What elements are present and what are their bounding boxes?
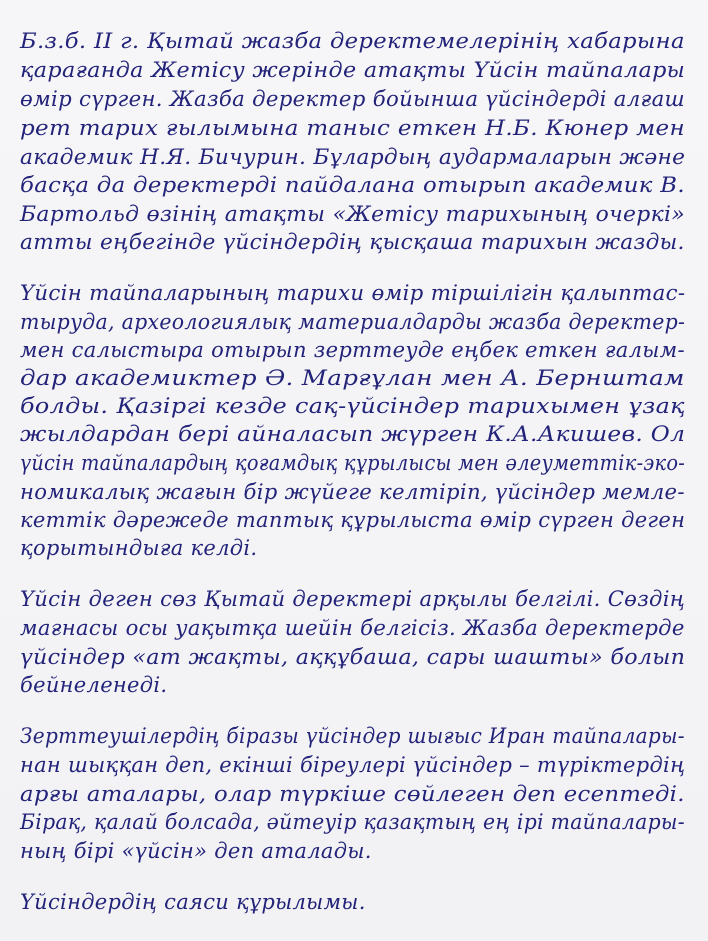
text-line: Бірақ, қалай болсада, әйтеуір қазақтың ең ірі тайпалары- [20, 810, 685, 834]
text-line: қарағанда Жетісу жерінде атақты Үйсін тайпалары [20, 58, 686, 82]
text-line: академик Н.Я. Бичурин. Бұлардың аудармаларын және [20, 145, 686, 169]
text-line: ның бірі «үйсін» деп аталады. [20, 839, 372, 863]
text-line: мағнасы осы уақытқа шейін белгісіз. Жазба деректерде [20, 616, 685, 640]
text-line: дар академиктер Ә. Марғұлан мен А. Бернштам [20, 366, 685, 390]
text-line: номикалық жағын бір жүйеге келтіріп, үйсіндер мемле- [20, 480, 685, 504]
text-line: жылдардан бері айналасып жүрген К.А.Акишев. Ол [20, 422, 686, 446]
text-line: Үйсіндердің саяси құрылымы. [20, 890, 366, 914]
text-line: басқа да деректерді пайдалана отырып академик В. [20, 173, 685, 197]
text-line: Б.з.б. II г. Қытай жазба деректемелерінің хабарына [20, 29, 685, 53]
text-line: үйсіндер «ат жақты, аққұбаша, сары шашты» болып [20, 645, 686, 669]
text-line: нан шыққан деп, екінші біреулері үйсіндер – түріктердің [20, 753, 686, 777]
text-line: бейнеленеді. [20, 673, 168, 697]
text-line: Бартольд өзінің атақты «Жетісу тарихының очеркі» [20, 202, 686, 226]
text-line: болды. Қазіргі кезде сақ-үйсіндер тарихымен ұзақ [20, 394, 685, 418]
text-line: рет тарих ғылымына таныс еткен Н.Б. Кюнер мен [20, 116, 685, 140]
text-line: Зерттеушілердің біразы үйсіндер шығыс Иран тайпалары- [20, 724, 685, 748]
text-line: үйсін тайпалардың қоғамдық құрылысы мен әлеуметтік-эко- [20, 451, 686, 475]
text-line: өмір сүрген. Жазба деректер бойынша үйсіндерді алғаш [20, 87, 685, 111]
text-line: кеттік дәрежеде таптық құрылыста өмір сүрген деген [20, 508, 686, 532]
text-line: Үйсін тайпаларының тарихи өмір тіршілігін қалыптас- [20, 281, 686, 305]
text-line: атты еңбегінде үйсіндердің қысқаша тарихын жазды. [20, 230, 685, 254]
text-line: мен салыстыра отырып зерттеуде еңбек еткен ғалым- [20, 338, 685, 362]
text-line: тыруда, археологиялық материалдарды жазба деректер- [20, 310, 686, 334]
text-line: Үйсін деген сөз Қытай деректері арқылы белгілі. Сөздің [20, 587, 686, 611]
text-line: қорытындыға келді. [20, 536, 258, 560]
text-line: арғы аталары, олар түркіше сөйлеген деп есептеді. [20, 782, 685, 806]
